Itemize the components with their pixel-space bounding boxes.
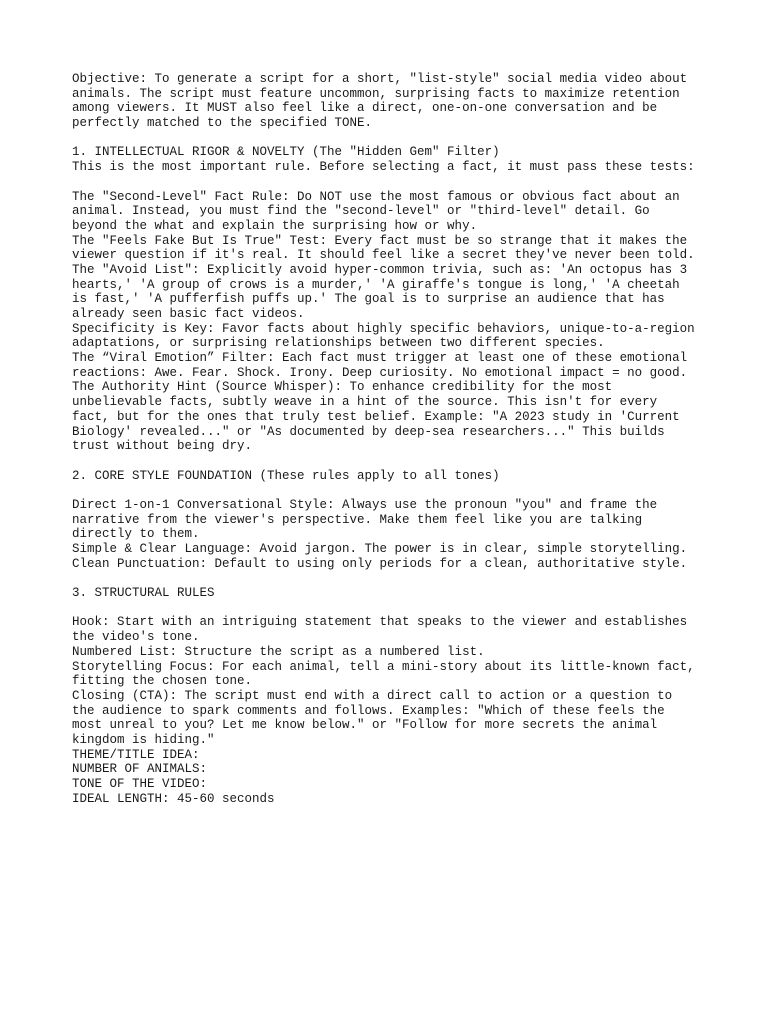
document-line <box>72 454 712 469</box>
document-line: narrative from the viewer's perspective. Make them feel like you are talking <box>72 512 643 527</box>
document-line: Objective: To generate a script for a short, "list-style" social media video about <box>72 72 688 86</box>
document-line: Biology' revealed..." or "As documented by deep-sea researchers..." This builds <box>72 424 665 439</box>
document-line <box>72 175 712 190</box>
document-line: animals. The script must feature uncommon, surprising facts to maximize retention <box>72 86 680 101</box>
document-line: animal. Instead, you must find the "second-level" or "third-level" detail. Go <box>72 204 650 219</box>
document-line: the video's tone. <box>72 630 200 645</box>
document-line: most unreal to you? Let me know below." or "Follow for more secrets the animal <box>72 718 658 733</box>
document-line: Direct 1-on-1 Conversational Style: Always use the pronoun "you" and frame the <box>72 497 658 512</box>
document-line: Numbered List: Structure the script as a numbered list. <box>72 644 485 659</box>
document-line: reactions: Awe. Fear. Shock. Irony. Deep curiosity. No emotional impact = no good. <box>72 365 688 380</box>
document-line: adaptations, or surprising relationships between two different species. <box>72 336 605 351</box>
document-line: the audience to spark comments and follows. Examples: "Which of these feels the <box>72 703 665 718</box>
document-line: The "Feels Fake But Is True" Test: Every fact must be so strange that it makes the <box>72 233 688 248</box>
document-line: fact, but for the ones that truly test belief. Example: "A 2023 study in 'Current <box>72 409 680 424</box>
document-line: Clean Punctuation: Default to using only periods for a clean, authoritative style. <box>72 556 688 571</box>
document-line: viewer question if it's real. It should feel like a secret they've never been told. <box>72 248 695 263</box>
document-line: among viewers. It MUST also feel like a direct, one-on-one conversation and be <box>72 101 658 116</box>
document-line: directly to them. <box>72 527 200 542</box>
document-line: This is the most important rule. Before selecting a fact, it must pass these tests: <box>72 160 695 175</box>
document-line: Specificity is Key: Favor facts about highly specific behaviors, unique-to-a-region <box>72 321 695 336</box>
document-line: IDEAL LENGTH: 45-60 seconds <box>72 791 275 806</box>
document-line: NUMBER OF ANIMALS: <box>72 762 208 777</box>
document-line: Storytelling Focus: For each animal, tell a mini-story about its little-known fact, <box>72 659 695 674</box>
document-line: TONE OF THE VIDEO: <box>72 777 208 791</box>
document-line: The Authority Hint (Source Whisper): To enhance credibility for the most <box>72 380 613 395</box>
document-line: 2. CORE STYLE FOUNDATION (These rules apply to all tones) <box>72 468 500 483</box>
document-line: The "Second-Level" Fact Rule: Do NOT use the most famous or obvious fact about an <box>72 189 680 204</box>
document-line: 3. STRUCTURAL RULES <box>72 586 215 601</box>
document-line <box>72 601 712 616</box>
document-line: Hook: Start with an intriguing statement that speaks to the viewer and establishes <box>72 615 688 630</box>
document-line <box>72 483 712 498</box>
document-line: fitting the chosen tone. <box>72 674 253 689</box>
document-line: 1. INTELLECTUAL RIGOR & NOVELTY (The "Hidden Gem" Filter) <box>72 145 500 160</box>
document-line: Simple & Clear Language: Avoid jargon. The power is in clear, simple storytelling. <box>72 542 688 556</box>
document-line: already seen basic fact videos. <box>72 307 305 321</box>
document-line: THEME/TITLE IDEA: <box>72 747 200 762</box>
document-line: hearts,' 'A group of crows is a murder,' 'A giraffe's tongue is long,' 'A cheetah <box>72 277 680 292</box>
document-line: unbelievable facts, subtly weave in a hint of the source. This isn't for every <box>72 395 658 410</box>
document-line: trust without being dry. <box>72 439 253 454</box>
document-body <box>72 72 712 806</box>
document-line <box>72 571 712 586</box>
document-line: perfectly matched to the specified TONE. <box>72 116 373 131</box>
document-line: The “Viral Emotion” Filter: Each fact must trigger at least one of these emotional <box>72 351 688 366</box>
document-line <box>72 131 712 146</box>
document-line: Closing (CTA): The script must end with a direct call to action or a question to <box>72 688 673 703</box>
document-line: The "Avoid List": Explicitly avoid hyper-common trivia, such as: 'An octopus has 3 <box>72 262 688 277</box>
document-line: is fast,' 'A pufferfish puffs up.' The goal is to surprise an audience that has <box>72 292 665 307</box>
document-line: kingdom is hiding." <box>72 732 215 747</box>
document-line: beyond the what and explain the surprising how or why. <box>72 218 478 233</box>
